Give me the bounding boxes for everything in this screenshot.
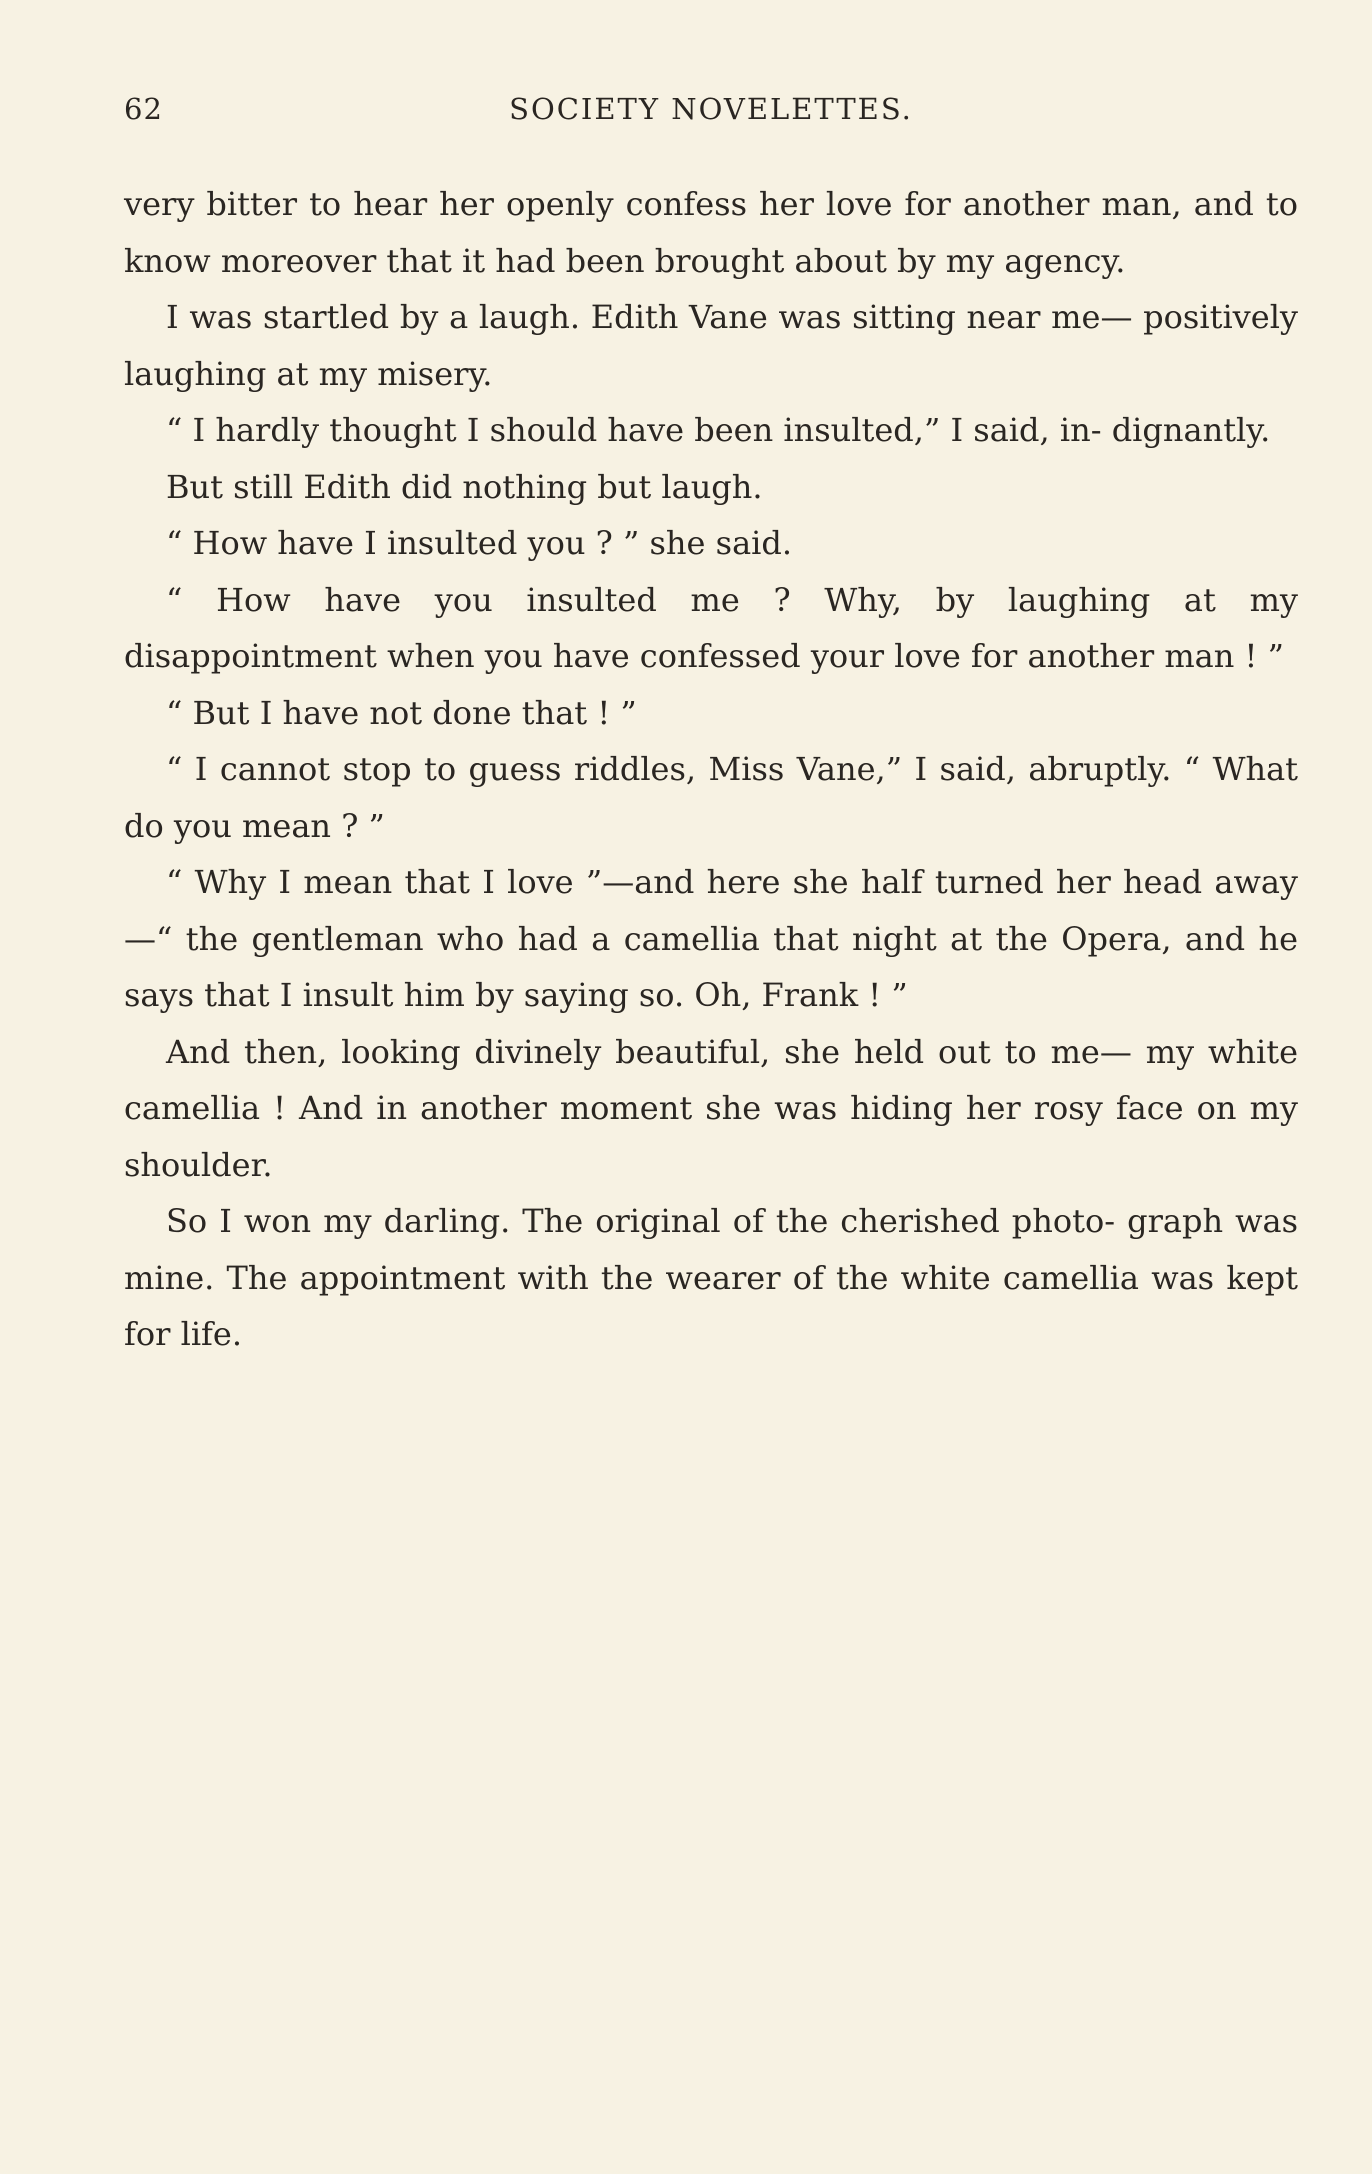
paragraph: “ I cannot stop to guess riddles, Miss Vane,” I said, abruptly. “ What do you mean ? ”: [124, 750, 1298, 845]
page-number: 62: [124, 92, 163, 126]
paragraph: very bitter to hear her openly confess her love for another man, and to know moreover that it had been brought about by my agency.: [124, 185, 1298, 280]
paragraph: But still Edith did nothing but laugh.: [166, 467, 763, 506]
paragraph: So I won my darling. The original of the cherished photo- graph was mine. The appointment with the wearer of the white camellia was kept for life.: [124, 1202, 1298, 1353]
paragraph: “ I hardly thought I should have been insulted,” I said, in- dignantly.: [166, 411, 1271, 449]
paragraph: “ How have I insulted you ? ” she said.: [166, 524, 793, 562]
running-head: [124, 92, 1298, 142]
paragraph: I was startled by a laugh. Edith Vane was sitting near me— positively laughing at my misery.: [124, 298, 1298, 393]
paragraph: And then, looking divinely beautiful, she held out to me— my white camellia ! And in another moment she was hiding her rosy face on my shoulder.: [124, 1032, 1298, 1184]
paragraph: “ But I have not done that ! ”: [166, 693, 637, 732]
book-title: SOCIETY NOVELETTES.: [509, 92, 913, 126]
body-text: [124, 176, 1298, 1363]
paragraph: “ Why I mean that I love ”—and here she half turned her head away—“ the gentleman who had a camellia that night at the Opera, and he says that I insult him by saying so. Oh, Frank ! ”: [124, 863, 1298, 1014]
paragraph: “ How have you insulted me ? Why, by laughing at my disappointment when you have confessed your love for another man ! ”: [124, 580, 1298, 675]
